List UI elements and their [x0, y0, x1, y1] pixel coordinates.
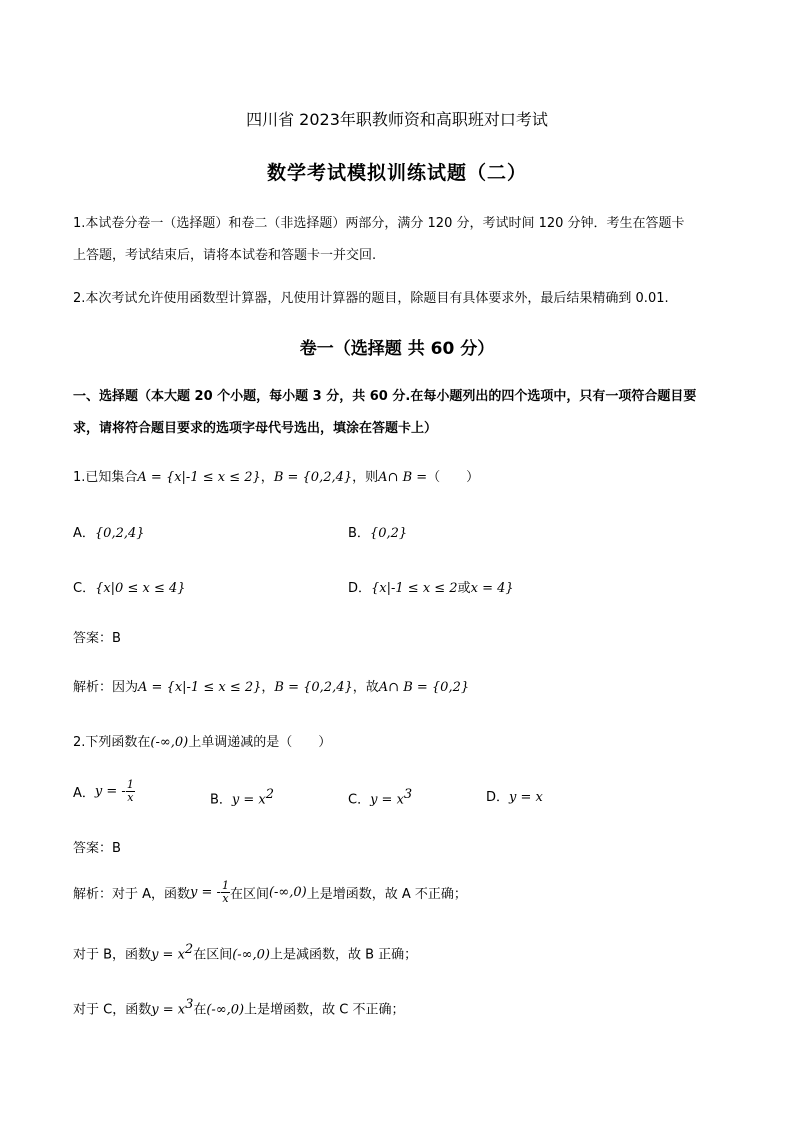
- q1-expr: A∩ B =: [378, 470, 428, 485]
- q2-analysis-b-prefix: 对于 B，函数: [73, 947, 152, 963]
- q1-option-c: [73, 577, 186, 596]
- exam-header-line1: 四川省 2023年职教师资和高职班对口考试: [246, 110, 548, 129]
- q2-option-b-label: B．: [210, 792, 232, 808]
- q2-analysis-a-interval: (-∞,0): [268, 885, 307, 900]
- q1-analysis-mid: ，故: [352, 680, 379, 695]
- q1-option-d-part1: {x|-1 ≤ x ≤ 2: [371, 581, 458, 596]
- q1-analysis-set-a: A = {x|-1 ≤ x ≤ 2}: [138, 680, 262, 695]
- instruction-2: 2.本次考试允许使用函数型计算器，凡使用计算器的题目，除题目有具体要求外，最后结果精确到 0.01.: [73, 291, 669, 306]
- question-2-stem: [73, 731, 331, 750]
- q2-analysis-c: [73, 997, 404, 1017]
- fraction-numerator: 1: [126, 778, 134, 791]
- q2-analysis-b-suffix: 上是减函数，故 B 正确；: [269, 947, 418, 963]
- instruction-1-line1: 1.本试卷分卷一（选择题）和卷二（非选择题）两部分，满分 120 分，考试时间 120 分钟．考生在答题卡: [73, 216, 685, 231]
- q1-blank: （ ）: [427, 470, 480, 485]
- q2-option-d: [486, 786, 543, 805]
- q1-option-a-text: {0,2,4}: [94, 526, 145, 541]
- q2-interval: (-∞,0): [150, 735, 189, 750]
- q1-option-a-label: A．: [73, 526, 95, 541]
- q1-analysis-set-b: B = {0,2,4}: [274, 680, 353, 695]
- q2-option-c-label: C．: [348, 792, 371, 808]
- q2-option-a-fraction: [126, 779, 135, 804]
- q2-stem-prefix: 2.下列函数在: [73, 735, 151, 750]
- q1-option-d: [348, 577, 514, 596]
- q2-analysis-c-mid: 在: [193, 1002, 207, 1018]
- q1-option-d-or: 或: [457, 581, 471, 596]
- fraction-denominator: x: [127, 791, 134, 804]
- q1-analysis-prefix: 解析：因为: [73, 680, 139, 695]
- q2-option-b: [210, 787, 274, 807]
- q1-option-c-label: C．: [73, 581, 96, 596]
- q2-option-c-text: y = x: [370, 792, 404, 808]
- q1-analysis-result: A∩ B = {0,2}: [378, 680, 470, 695]
- q2-option-a-lhs: y = -: [94, 784, 126, 799]
- question-1-stem: [73, 466, 479, 485]
- fraction-numerator: 1: [221, 879, 229, 892]
- q2-option-d-text: y = x: [509, 790, 543, 805]
- q2-analysis-b-exponent: 2: [184, 942, 194, 957]
- q1-set-a: A = {x|-1 ≤ x ≤ 2}: [137, 470, 261, 485]
- q2-analysis-b-func: y = x: [151, 947, 185, 963]
- section-desc-line2: 求，请将符合题目要求的选项字母代号选出，填涂在答题卡上）: [73, 421, 438, 436]
- q1-option-d-part2: x = 4}: [470, 581, 514, 596]
- exam-title: 数学考试模拟训练试题（二）: [266, 162, 527, 184]
- q2-analysis-a-prefix: 解析：对于 A，函数: [73, 887, 191, 902]
- q1-set-b: B = {0,2,4}: [273, 470, 353, 485]
- q1-option-b-text: {0,2}: [369, 526, 408, 541]
- q1-option-b: [348, 522, 407, 541]
- q1-stem-mid: ，则: [352, 470, 379, 485]
- q2-option-c-exponent: 3: [403, 787, 413, 802]
- q1-sep: ，: [260, 470, 274, 485]
- q2-analysis-c-func: y = x: [151, 1002, 186, 1018]
- q2-analysis-b: [73, 942, 417, 962]
- q2-analysis-a-lhs: y = -: [190, 885, 221, 900]
- q2-analysis-c-suffix: 上是增函数，故 C 不正确；: [244, 1002, 405, 1018]
- q1-option-b-label: B．: [348, 526, 370, 541]
- q2-analysis-b-interval: (-∞,0): [232, 947, 270, 963]
- q1-option-c-text: {x|0 ≤ x ≤ 4}: [95, 581, 186, 596]
- q1-option-a: [73, 522, 145, 541]
- q2-option-b-text: y = x: [231, 792, 266, 808]
- q2-stem-suffix: 上单调递减的是（ ）: [188, 735, 332, 750]
- q2-answer: 答案：B: [73, 841, 121, 856]
- section-title: 卷一（选择题 共 60 分）: [299, 339, 495, 359]
- section-desc-line1: 一、选择题（本大题 20 个小题，每小题 3 分，共 60 分.在每小题列出的四个选项中，只有一项符合题目要: [73, 389, 697, 404]
- q1-analysis: [73, 676, 469, 695]
- q1-stem-prefix: 1.已知集合: [73, 470, 138, 485]
- q2-analysis-a-suffix: 上是增函数，故 A 不正确；: [306, 887, 467, 902]
- q2-analysis-c-exponent: 3: [185, 997, 194, 1012]
- q2-analysis-a-fraction: [221, 880, 230, 905]
- instruction-1-line2: 上答题，考试结束后，请将本试卷和答题卡一并交回.: [73, 248, 377, 263]
- q1-answer: 答案：B: [73, 631, 121, 646]
- q2-option-b-exponent: 2: [265, 787, 275, 802]
- q2-analysis-c-interval: (-∞,0): [206, 1002, 245, 1018]
- q2-option-a-label: A．: [73, 786, 95, 801]
- q1-option-d-label: D．: [348, 581, 372, 596]
- q2-option-a: [73, 779, 135, 804]
- q2-option-d-label: D．: [486, 790, 510, 805]
- q2-option-c: [348, 787, 412, 807]
- q2-analysis-c-prefix: 对于 C，函数: [73, 1002, 152, 1018]
- q2-analysis-b-mid: 在区间: [193, 947, 233, 963]
- q1-analysis-sep: ，: [261, 680, 275, 695]
- fraction-denominator: x: [222, 892, 229, 905]
- q2-analysis-a: [73, 880, 467, 905]
- q2-analysis-a-mid: 在区间: [229, 887, 269, 902]
